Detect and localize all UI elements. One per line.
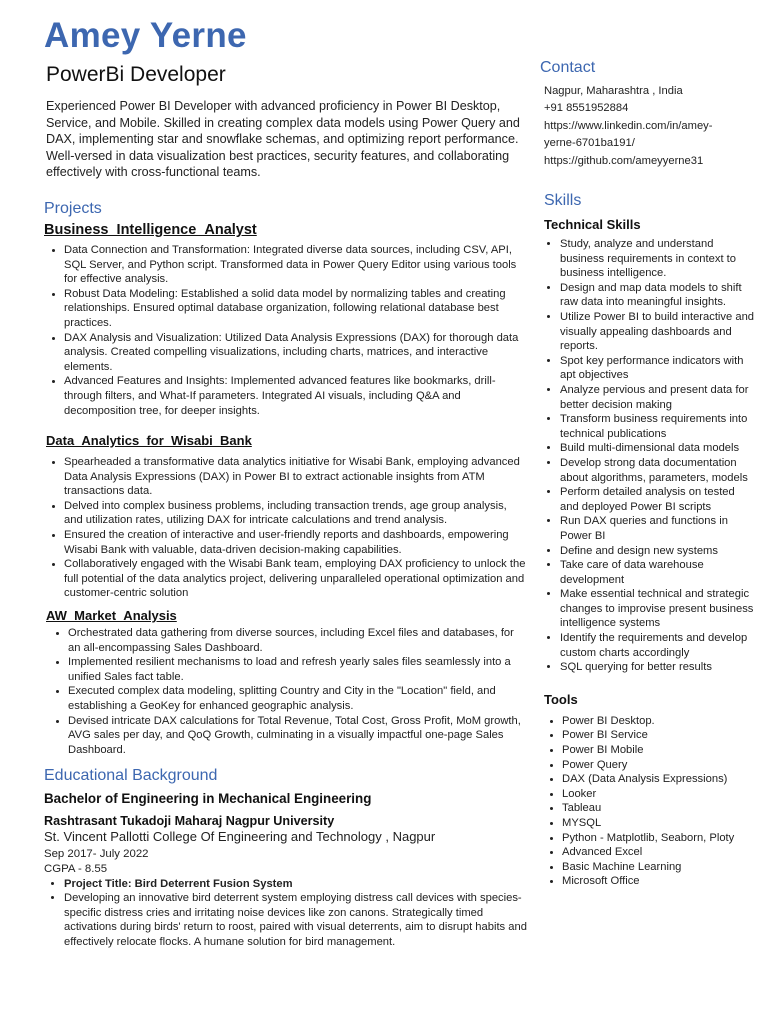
skills-heading: Skills [544,192,582,210]
list-item: • Analyze pervious and present data for better decision making [560,383,756,412]
candidate-name: Amey Yerne [44,16,247,55]
projects-section [44,199,528,757]
project-title: Data_Analytics_for_Wisabi_Bank [46,433,252,449]
education-project [44,877,528,950]
list-item: • Define and design new systems [560,544,756,559]
list-item: • Take care of data warehouse development [560,558,756,587]
list-item: • Power BI Desktop. [562,714,756,729]
education-section [44,766,528,949]
list-item: • Build multi-dimensional data models [560,441,756,456]
list-item: • Power Query [562,758,756,773]
list-item: • Develop strong data documentation about algorithms, parameters, models [560,456,756,485]
list-item: • Robust Data Modeling: Established a solid data model by normalizing tables and creating relationships. Ensured optimal database organization, following relational database best practices. [64,287,528,331]
list-item: • Spearheaded a transformative data analytics initiative for Wisabi Bank, employing advanced Data Analysis Expressions (DAX) in Power BI to extract actionable insights from ATM transactions data. [64,455,528,499]
list-item: • Tableau [562,801,756,816]
list-item: • Transform business requirements into technical publications [560,412,756,441]
contact-info [544,83,756,170]
github-link[interactable]: https://github.com/ameyyerne31 [544,154,704,167]
tools-heading: Tools [544,691,578,707]
university: Rashtrasant Tukadoji Maharaj Nagpur University [44,814,335,829]
list-item: • Advanced Features and Insights: Implemented advanced features like bookmarks, drill-through filters, and What-If parameters. Integrated AI visuals, including Q&A and decomposition tree, for deeper insights. [64,374,528,418]
list-item: • Identify the requirements and develop custom charts accordingly [560,631,756,660]
list-item: • Data Connection and Transformation: Integrated diverse data sources, including CSV, API, SQL Server, and Python script. Transformed data in Power Query Editor using various tools for effective analysis. [64,243,528,287]
cgpa: CGPA - 8.55 [44,862,108,875]
list-item: • Python - Matplotlib, Seaborn, Ploty [562,831,756,846]
job-title: PowerBi Developer [46,63,226,86]
location: Nagpur, Maharashtra , India [544,85,683,97]
technical-skills-heading: Technical Skills [544,217,641,233]
list-item: • Utilize Power BI to build interactive and visually appealing dashboards and reports. [560,310,756,354]
list-item: • Ensured the creation of interactive and user-friendly reports and dashboards, empowering Wisabi Bank with valuable, data-driven decision-making capabilities. [64,528,528,557]
side-column [540,58,756,889]
list-item: • Spot key performance indicators with apt objectives [560,354,756,383]
list-item: • Project Title: Bird Deterrent Fusion System [64,877,528,892]
main-column [44,14,528,950]
list-item: • MYSQL [562,816,756,831]
list-item: • Basic Machine Learning [562,860,756,875]
project-bullets [44,455,528,601]
list-item: • DAX Analysis and Visualization: Utilized Data Analysis Expressions (DAX) for thorough data analysis. Created compelling visualizations, including charts, matrices, and interactive elements. [64,331,528,375]
profile-summary: Experienced Power BI Developer with advanced proficiency in Power BI Desktop, Service, and Mobile. Skilled in creating complex data models using Power Query and DAX, implementing star and snowflake schemas, and optimizing report performance. Well-versed in data visualization best practices, security features, and collaborating effectively with cross-functional teams. [46,99,520,180]
project-bullets [44,626,528,757]
technical-skills-list [540,237,756,675]
list-item: • Power BI Service [562,728,756,743]
list-item: • Perform detailed analysis on tested and deployed Power BI scripts [560,485,756,514]
list-item: • Developing an innovative bird deterrent system employing distress call devices with species-specific distress cries and irritating noise devices like zon canons. Strategically timed activations during birds' return to roost, paired with visual deterrents, aim to disrupt habits and effectively relocate flocks. A humane solution for bird management. [64,891,528,949]
list-item: • SQL querying for better results [560,660,756,675]
list-item: • Microsoft Office [562,874,756,889]
list-item: • Looker [562,787,756,802]
linkedin-link[interactable]: https://www.linkedin.com/in/amey- [544,119,713,132]
list-item: • Delved into complex business problems, including transaction trends, age group analysis, and utilization rates, utilizing DAX for intricate calculations and trend analysis. [64,499,528,528]
list-item: • Power BI Mobile [562,743,756,758]
list-item: • Design and map data models to shift raw data into meaningful insights. [560,281,756,310]
list-item: • Implemented resilient mechanisms to load and refresh yearly sales files seamlessly into a unified Sales fact table. [68,655,528,684]
list-item: • Advanced Excel [562,845,756,860]
list-item: • Orchestrated data gathering from diverse sources, including Excel files and databases, for an all-encompassing Sales Dashboard. [68,626,528,655]
list-item: • DAX (Data Analysis Expressions) [562,772,756,787]
project-title: AW_Market_Analysis [46,608,177,624]
list-item: • Executed complex data modeling, splitting Country and City in the "Location" field, and establishing a GeoKey for enhanced geographic analysis. [68,684,528,713]
education-dates: Sep 2017- July 2022 [44,848,149,861]
list-item: • Collaboratively engaged with the Wisabi Bank team, employing DAX proficiency to unlock the full potential of the data analytics project, delivering unparalleled operational optimization and customer-centric solution [64,557,528,601]
list-item: • Devised intricate DAX calculations for Total Revenue, Total Cost, Gross Profit, MoM growth, AVG sales per day, and QoQ Growth, culminating in a visually impactful one-page Sales Dashboard. [68,714,528,758]
education-heading: Educational Background [44,767,218,785]
project-title: Business_Intelligence_Analyst [44,221,257,238]
tools-list [540,714,756,889]
contact-heading: Contact [540,59,596,76]
college: St. Vincent Pallotti College Of Engineering and Technology , Nagpur [44,829,436,845]
list-item: • Study, analyze and understand business requirements in context to business intelligence. [560,237,756,281]
list-item: • Run DAX queries and functions in Power BI [560,514,756,543]
degree: Bachelor of Engineering in Mechanical Engineering [44,791,372,807]
projects-heading: Projects [44,199,102,217]
phone[interactable]: +91 8551952884 [544,102,629,115]
linkedin-link-cont[interactable]: yerne-6701ba191/ [544,137,635,150]
list-item: • Make essential technical and strategic changes to improvise present business intelligence systems [560,587,756,631]
project-bullets [44,243,528,418]
